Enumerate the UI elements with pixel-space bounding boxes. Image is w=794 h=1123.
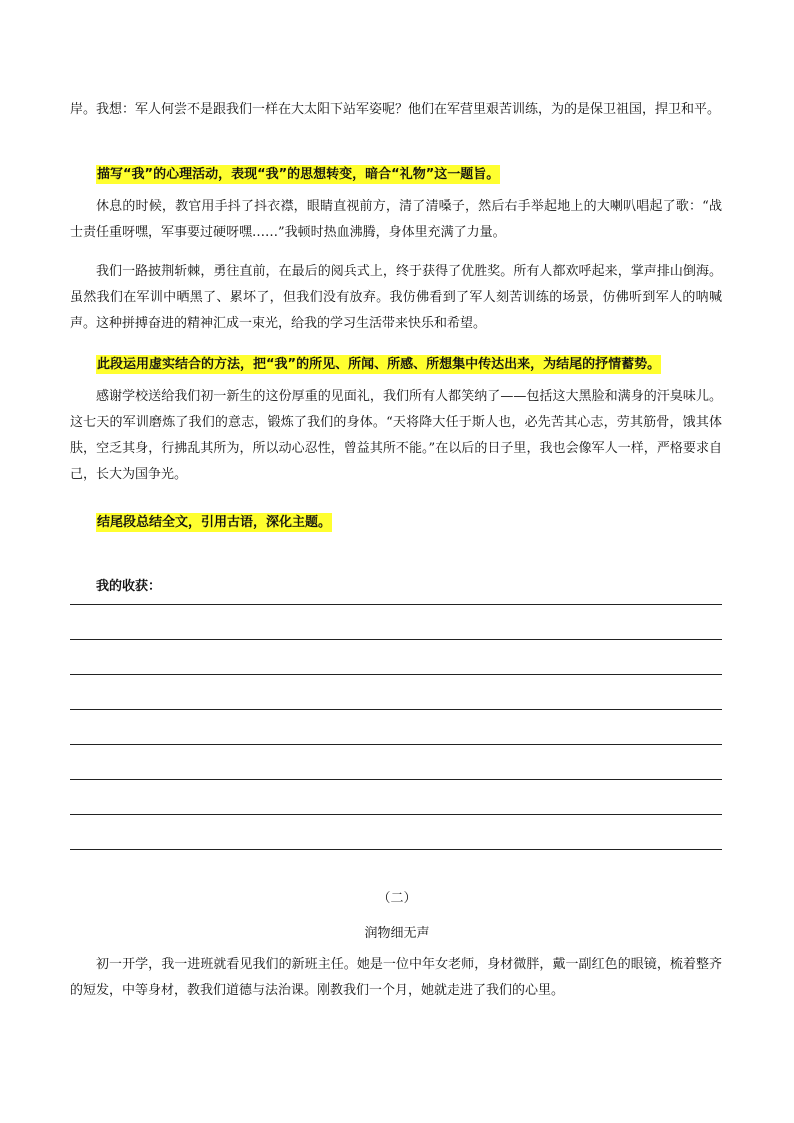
highlighted-note-text: 结尾段总结全文，引用古语，深化主题。 [97, 515, 332, 530]
writing-line [70, 604, 722, 605]
writing-line [70, 674, 722, 675]
writing-line [70, 639, 722, 640]
annotation-note-3 [96, 510, 332, 536]
writing-line [70, 814, 722, 815]
paragraph-rest-break: 休息的时候，教官用手抖了抖衣襟，眼睛直视前方，清了清嗓子，然后右手举起地上的大喇叭唱起了歌：“战士责任重呀嘿，军事要过硬呀嘿……”我顿时热血沸腾，身体里充满了力量。 [70, 199, 722, 240]
paragraph-parade: 我们一路披荆斩棘，勇往直前，在最后的阅兵式上，终于获得了优胜奖。所有人都欢呼起来，掌声排山倒海。虽然我们在军训中晒黑了、累坏了，但我们没有放弃。我仿佛看到了军人刻苦训练的场景，仿佛听到军人的呐喊声。这种拼搏奋进的精神汇成一束光，给我的学习生活带来快乐和希望。 [70, 264, 722, 331]
highlighted-note-text: 此段运用虚实结合的方法，把“我”的所见、所闻、所感、所想集中传达出来，为结尾的抒情蓄势。 [97, 357, 661, 372]
paragraph-story-opening: 初一开学，我一进班就看见我们的新班主任。她是一位中年女老师，身材微胖，戴一副红色的眼镜，梳着整齐的短发，中等身材，教我们道德与法治课。刚教我们一个月，她就走进了我们的心里。 [70, 957, 722, 998]
story-title: 润物细无声 [364, 926, 430, 941]
writing-line [70, 744, 722, 745]
annotation-note-2 [96, 352, 661, 378]
annotation-note-1 [96, 162, 500, 188]
paragraph-conclusion: 感谢学校送给我们初一新生的这份厚重的见面礼，我们所有人都笑纳了——包括这大黑脸和满身的汗臭味儿。这七天的军训磨炼了我们的意志，锻炼了我们的身体。“天将降大任于斯人也，必先苦其心志，劳其筋骨，饿其体肤，空乏其身，行拂乱其所为，所以动心忍性，曾益其所不能。”在以后的日子里，我也会像军人一样，严格要求自己，长大为国争光。 [70, 389, 722, 482]
writing-line [70, 779, 722, 780]
highlighted-note-text: 描写“我”的心理活动，表现“我”的思想转变，暗合“礼物”这一题旨。 [97, 167, 500, 182]
harvest-label: 我的收获： [96, 579, 162, 594]
paragraph-continuation: 岸。我想：军人何尝不是跟我们一样在大太阳下站军姿呢？他们在军营里艰苦训练，为的是保卫祖国，捍卫和平。 [70, 102, 721, 117]
writing-line [70, 849, 722, 850]
writing-line [70, 709, 722, 710]
section-number: （二） [377, 891, 417, 906]
